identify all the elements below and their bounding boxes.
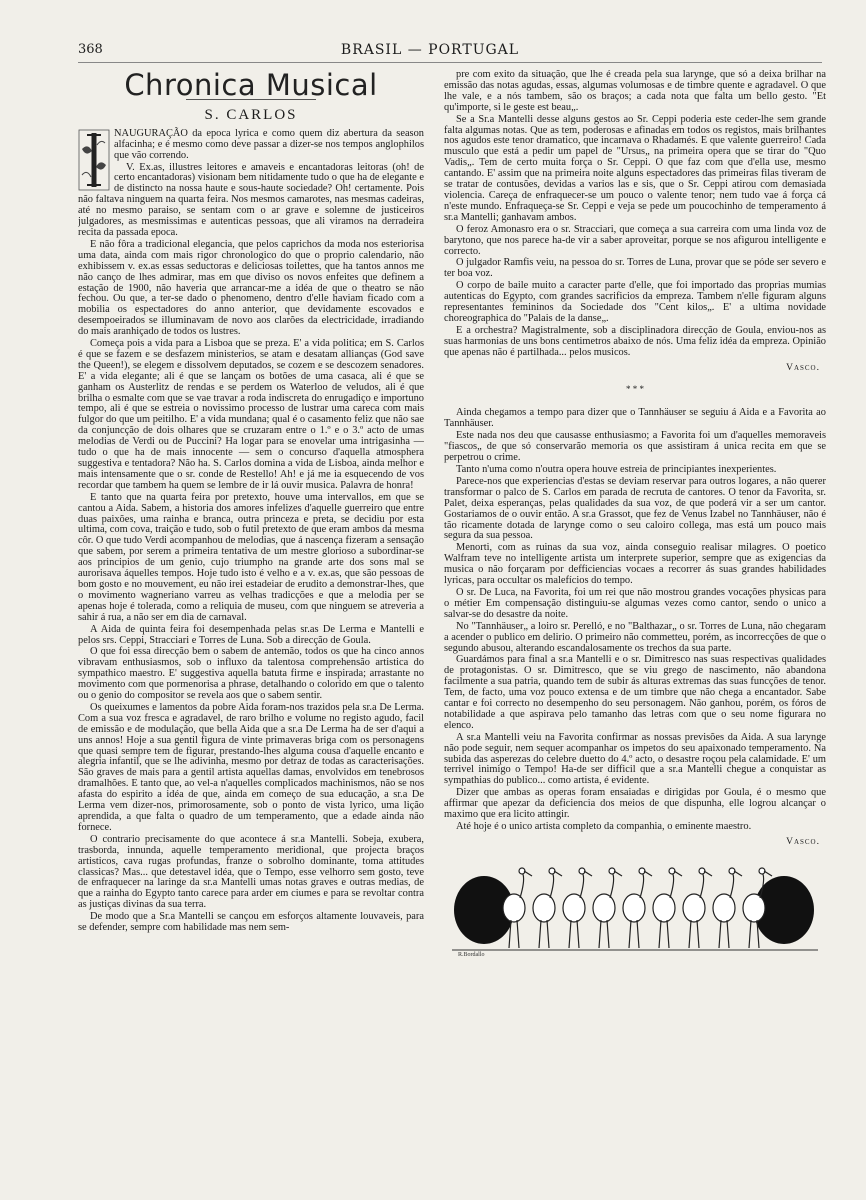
paragraph: O julgador Ramfis veiu, na pessoa do sr. Torres de Luna, provar que se póde ser severo e ter boa voz. bbox=[444, 257, 826, 280]
artist-mark: R.Bordallo bbox=[458, 951, 485, 958]
author-signature: Vasco. bbox=[786, 836, 820, 847]
stork-figure bbox=[563, 868, 592, 948]
paragraph: NAUGURAÇÃO da epoca lyrica e como quem diz abertura da season alfacinha; e é mesmo como deve passar a dizer-se nos tempos anglophilos que vão correndo. bbox=[114, 127, 424, 161]
paragraph: pre com exito da situação, que lhe é creada pela sua larynge, que só a deixa brilhar na emissão das notas agudas, essas, algumas volumosas e de timbre quente e agradavel. O que lhe vale, e a nós tambem, são os braços; a cada nota que falta um bello gesto. "Et qu'importe, si le geste est beau„. bbox=[444, 70, 826, 113]
paragraph: Parece-nos que experiencias d'estas se deviam reservar para outros logares, a não querer transformar o palco de S. Carlos em parada de recruta de cantores. O tenor da Favorita, sr. Palet, deixa esperanças, pelas qualidades da sua voz, de que poderá vir a ser um cantor. Gostariamos de o ouvir então. A sr.a Grassot, que fez de Venus Izabel no Tannhäuser, não é tão ricamente dotada de laryngе como o seu caloiro collega, mas está um pouco mais segura da sua pessoa. bbox=[444, 475, 826, 542]
paragraph: V. Ex.as, illustres leitores e amaveis e encantadoras leitoras (oh! de certo encantadoras) visionam bem nitidamente tudo o que ha de elegante e de distincto na nossa haute e sous-haute sociedade? Oh! certamente. Pois não faltava ninguem na quarta feira. Nos mesmos camarotes, nas mesmas cadeiras, até no mesmo paraiso, se sentam com o ar grave e solemne de justiceiros julgadores, as mesmissimas e autenticas pessoas, que ali viramos na derradeira recita da passada epoca. bbox=[78, 161, 424, 238]
paragraph: O corpo de baile muito a caracter parte d'elle, que foi importado das proprias mumias autenticas do Egypto, com grandes sacrificios da empreza. Tambem n'elle figuram alguns representantes femininos da Sociedade dos "Cent kilos„. E' a ultima novidade choreographica do "Palais de la danse„. bbox=[444, 280, 826, 324]
paragraph: Ainda chegamos a tempo para dizer que o Tannhäuser se seguiu á Aida e a Favorita ao Tannhäuser. bbox=[444, 407, 826, 430]
left-column-body bbox=[78, 129, 424, 934]
paragraph: A Aida de quinta feira foi desempenhada pelas sr.as De Lerma e Mantelli e pelos srs. Ceppi, Stracciari e Torres de Luna. Sob a direcção de Goula. bbox=[78, 623, 424, 646]
paragraph: O que foi essa direcção bem o sabem de antemão, todos os que ha cinco annos vibravam enthusiasmos, sob o influxo da talentosa comprehensão artistica do sympathico maestro. E' suggestiva aquella batuta firme e inspirada; arrastante no movimento com que pormenorisa a phrase, detalhando o colorido em que o talento ou o genio do compositor se revela aos que o sabem sentir. bbox=[78, 646, 424, 702]
author-signature: Vasco. bbox=[786, 362, 820, 373]
right-column bbox=[444, 70, 826, 1190]
stork-figure bbox=[593, 868, 622, 948]
stork-figure bbox=[653, 868, 682, 948]
paragraph: O feroz Amonasro era o sr. Stracciari, que começa a sua carreira com uma linda voz de barytono, que nos parece ha-de vir a saber aproveitar, porque se nos afigurou intelligente e correcto. bbox=[444, 223, 826, 257]
section-separator: * * * bbox=[626, 384, 644, 395]
paragraph: No "Tannhäuser„ a loiro sr. Perelló, e no "Balthazar„ o sr. Torres de Luna, não chegaram a acender o publico em delirio. O primeiro não commetteu, porém, as incorrecções de que o segundo abusou, alterando escandalosamente os trechos da sua parte. bbox=[444, 620, 826, 654]
stork-figure bbox=[713, 868, 742, 948]
paragraph: Este nada nos deu que causasse enthusiasmo; a Favorita foi um d'aquelles memoraveis "fiascos„ de que só conservarão memoria os que assistiram á unica recita em que se perpetrou o crime. bbox=[444, 430, 826, 464]
paragraph: Dizer que ambas as operas foram ensaiadas e dirigidas por Goula, é o mesmo que affirmar que apezar da deficiencia dos meios de que dispunha, elle logrou alcançar o maximo que era licito attingir. bbox=[444, 787, 826, 821]
paragraph: Os queixumes e lamentos da pobre Aida foram-nos trazidos pela sr.a De Lerma. Com a sua voz fresca e agradavel, de raro brilho e volume no registo agudo, facil de emissão e de modulação, que bella Aida que a sr.a De Lerma ha de ser d'aqui a uns annos! Hoje a sua gentil figura de vinte primaveras briga com os personagens que quasi sempre tem de figurar, prestando-lhes alguma cousa d'aquelle encanto e alegria infantil, que se lhe adivinha, mesmo por detraz de todas as caracterisações. São graves de mais para a gentil artista aquellas damas, envolvidos em tenebrosos dramalhões. E tanto que, ao vel-a n'aquelles complicados machinismos, não se nos afasta do espirito a idéa de que, ainda em começo de sua educação, a sr.a De Lerma vem dizer-nos, primorosamente, sob o ponto de vista lyrico, uma lição aprendida, a que falta o quadro de um temperamento, que a edade ainda não fornece. bbox=[78, 701, 424, 833]
paragraph: A sr.a Mantelli veiu na Favorita confirmar as nossas previsões da Aida. A sua larynge não pode seguir, nem sequer acompanhar os impetos do seu apaixonado temperamento. Na subida das asperezas do celebre duetto do 4.º acto, o desastre roçou pela calamidade. E' um terrivel inimigo o Tempo! Ha-de ser difficil que a sr.a Mantelli chegue a conquistar as sympathias do publico... como artista, é evidente. bbox=[444, 731, 826, 787]
ornamental-initial-i-icon bbox=[78, 129, 110, 191]
left-column bbox=[78, 70, 424, 1190]
article-title: Chronica Musical bbox=[124, 70, 378, 102]
page-number: 368 bbox=[78, 42, 103, 57]
paragraph: E não fôra a tradicional elegancia, que pelos caprichos da moda nos esteriorisa uma data, ainda com mais rigor chronologico do que o proprio calendario, não exhibissem v. ex.as essas seductoras e deliciosas toilettes, que ha tantos annos me não canço de lhes admirar, mas em que diviso os novos enfeites que definem a estação de 1900, não haveria que arrancar-me a idéa de que o theatro se não fechou. Ou que, a ter-se dado o phenomeno, dentro d'elle haviam ficado com a mobilia os espectadores do anno anterior, que devidamente escovados e desempoeirados se illuminavam de novo aos clarões da electricidade, irradiando do mais aranhiçado de todos os lustres. bbox=[78, 238, 424, 338]
paragraph: Começa pois a vida para a Lisboa que se preza. E' a vida politica; em S. Carlos é que se fazem e se desfazem ministerios, se atam e desatam allianças (God save the Queen!), se elegem e dissolvem deputados, se cozem e se descozem senadores. E' a vida elegante; ali é que se lançam os botões de uma casaca, ali é que se ganham os Austerlitz de rendas e se perdem os Waterloo de veludos, ali é que brilha o esmalte com que se vae travar a roda indiscreta do enrugadiço e importuno tempo, ali é que se estreia o novissimo processo de lustrar uma careca com mais fulgor do que um peitilho. E' a vida mundana; qual é o casamento feliz que não sae da conjuncção de dois olhares que se cruzaram entre o 1.º e o 3.º acto de umas melodias de Verdi ou de Puccini? Ha logar para se enovelar uma intrigasinha — tudo o que ha de mais innocente — sem o concurso d'aquella atmosphera suggestiva e tentadora? Não ha. S. Carlos domina a vida de Lisboa, ainda melhor e mais intensamente que o sr. conde de Restello! Ah! e já me ia esquecendo de vos recordar que tambem ha quem se lembre de ir lá ouvir musica. Palavra de honra! bbox=[78, 338, 424, 491]
paragraph: De modo que a Sr.a Mantelli se cançou em esforços altamente louvaveis, para se defender, sempre com habilidade mas nem sem- bbox=[78, 911, 424, 934]
paragraph: Até hoje é o unico artista completo da companhia, o eminente maestro. bbox=[456, 821, 752, 832]
paragraph: Guardámos para final a sr.a Mantelli e o sr. Dimitresco nas suas respectivas qualidades de protagonistas. O sr. Dimitresco, que se viu grego de nascimento, não abandona facilmente a sua patria, quando tem de subir ás alturas extremas das suas funcções de tenor. Tem, de facto, uma voz pouco extensa e de um timbre que não chega a encantador. Sabe cantar e foi correcto no desempenho do seu personagem. Não ganhou, porém, os fóros de notabilidade a que aspirava pelo tamanho das letras com que o seu nome figurara no elenco. bbox=[444, 654, 826, 731]
paragraph: E a orchestra? Magistralmente, sob a disciplinadora direcção de Goula, enviou-nos as suas harmonias de uns bons centimetros abaixo de nós. Uma feliz idéa da empreza. Opinião que apenas não é partilhada... pelos musicos. bbox=[444, 324, 826, 358]
stork-figure bbox=[623, 868, 652, 948]
paragraph: E tanto que na quarta feira por pretexto, houve uma intervallos, em que se cantou a Aida. Sabem, a historia dos amores infelizes d'aquelle guerreiro que entre duas paixões, uma rainha e branca, outra princeza e preta, se decidiu por esta ultima, com cova, traição e tudo, sob o futil pretexto de que eram ambos da mesma côr. O que tudo Verdi acompanhou de melodias, que á nascença fizeram a sensação que sabem, por serem a primeira tentativa de um mestre glorioso a subordinar-se aos principios de um genio, cujo triumpho na grande arte dos sons mal se aurorisava áquelles tempos. Hoje tudo isto é velho e a v. ex.as, que são pessoas de bom gosto e no mouvement, eu não irei estadeiar de erudito a demonstrar-lhes, que o movimento wagneriano varreu as velhas tradicções e que a melodia per se apenas hoje é tolerada, como a reliquia de museu, com que ninguem se atreveria a sahir á rua, a não ser em dia de carnaval. bbox=[78, 491, 424, 623]
stork-figure bbox=[683, 868, 712, 948]
paragraph: Tanto n'uma como n'outra opera houve estreia de principiantes inexperientes. bbox=[456, 464, 777, 475]
stork-figure bbox=[503, 868, 532, 948]
header-rule bbox=[78, 62, 822, 63]
section-heading: S. CARLOS bbox=[204, 106, 298, 123]
paragraph: Se a Sr.a Mantelli desse alguns gestos ao Sr. Ceppi poderia este ceder-lhe sem grande falta algumas notas. Que as tem, poderosas e afinadas em todos os registos, mais brilhantes nos agudos este tenor dramatico, que incarnava o Rhadamés. E que valente guerreiro! Cada musculo que está a pedir um papel de "Ursus„ na primeira opera que se tirar do "Quo Vadis„. Tem de certo muita força o Sr. Ceppi. O que faz com que d'ella use, mesmo cantando. E' assim que na primeira noite alguns espectadores das primeiras filas tiveram de se tratar de contusões, devidas a varios las e sis, que o Sr. Ceppi atirou com demasiada violencia. Careça de enfraquecer-se um pouco o valente tenor; nem tudo vae á força cá n'este mundo. Enfraqueça-se Sr. Ceppi e veja se pede um poucochinho de temperamento á sr.a Mantelli; ganhavam ambos. bbox=[444, 113, 826, 223]
running-header: BRASIL — PORTUGAL bbox=[340, 42, 520, 58]
right-column-body-part2 bbox=[444, 408, 826, 832]
right-column-body-part1 bbox=[444, 70, 826, 359]
paragraph: Menorti, com as ruinas da sua voz, ainda conseguio realisar milagres. O poetico Walfram teve no intelligente artista um interprete superior, sempre que as exigencias da musica o não forçaram por defficiencias vocaes a recorrer ás suas grandes habilidades lyricas, para occultar os malefícios do tempo. bbox=[444, 542, 826, 587]
marching-storks-illustration bbox=[444, 858, 826, 958]
paragraph: O contrario precisamente do que acontece á sr.a Mantelli. Sobeja, exubera, trasborda, innunda, aquelle temperamento meridional, que projecta braços artisticos, cava rugas profundas, franze o sobrolho dominante, toma attitudes classicas? Mas... que detestavel idéa, que o Tempo, esse velhorro sem gosto, teve de enfraquecer na laringe da sr.a Mantelli umas notas graves e outras medias, de que a rainha do Egypto tanto carece para arder em ciumes e para se revoltar contra as justiças divinas da sua terra. bbox=[78, 833, 424, 911]
paragraph: O sr. De Luca, na Favorita, foi um rei que não mostrou grandes vocações physicas para o métier Em compensação distinguiu-se algumas vezes como cantor, sendo o unico a salvar-se do desastre da noite. bbox=[444, 586, 826, 620]
stork-figure bbox=[533, 868, 562, 948]
